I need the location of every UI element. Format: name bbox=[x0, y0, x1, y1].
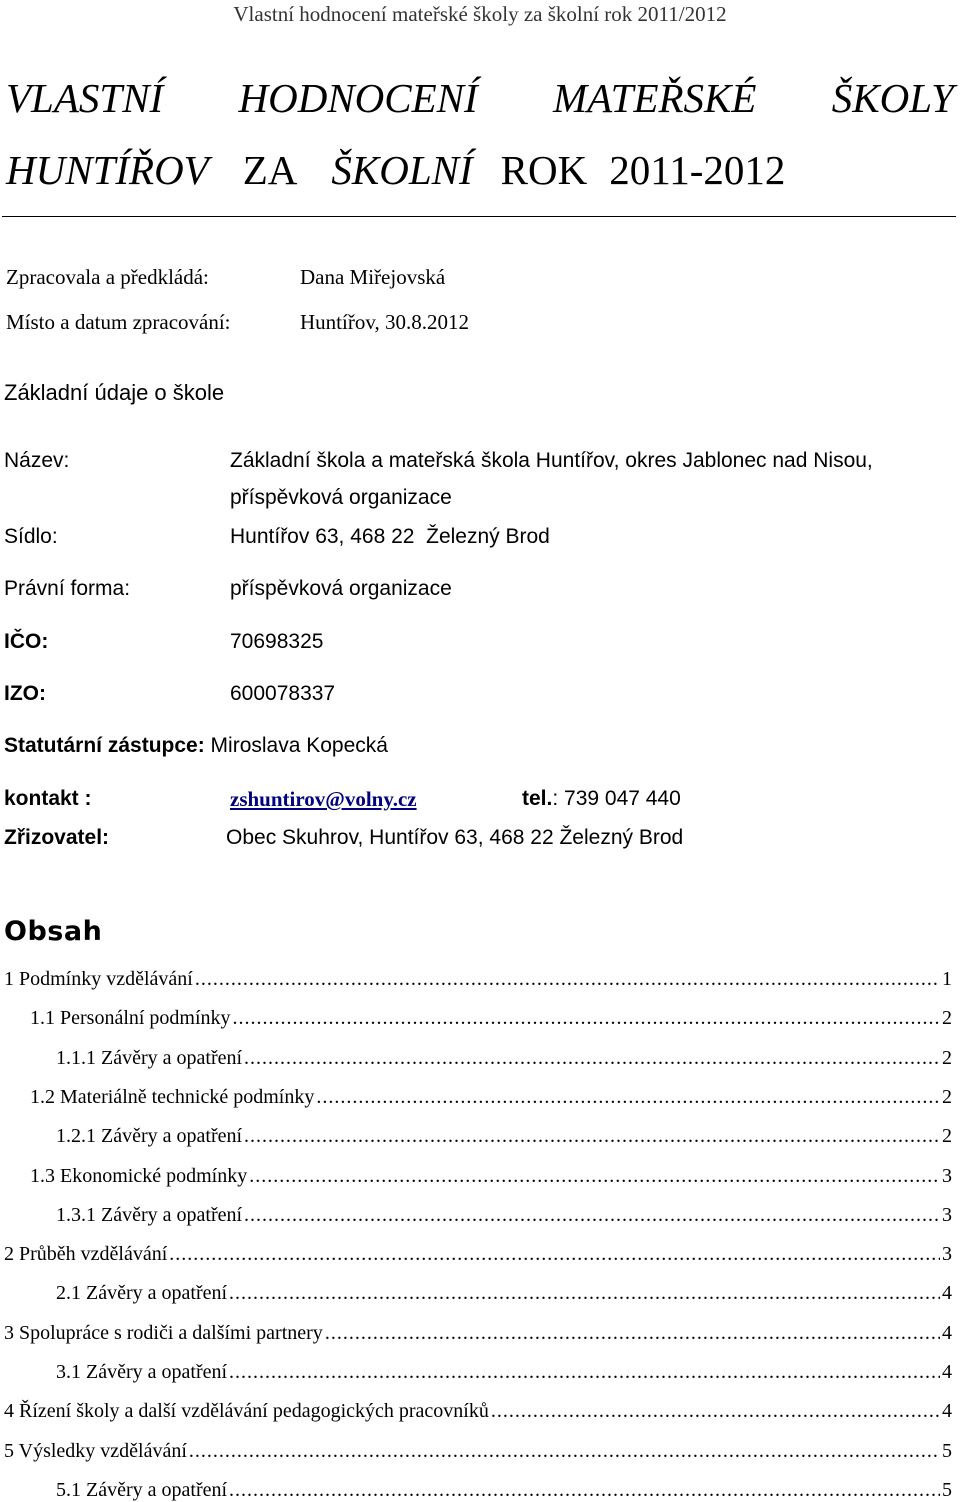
toc-entry-title: 1.2 Materiálně technické podmínky bbox=[30, 1085, 315, 1108]
toc-entry-title: 5 Výsledky vzdělávání bbox=[4, 1439, 187, 1462]
toc-entry-page: 2 bbox=[942, 1085, 952, 1108]
toc-entry[interactable] bbox=[4, 1384, 952, 1423]
toc-entry-page: 2 bbox=[942, 1125, 952, 1148]
toc-entry-page: 4 bbox=[942, 1282, 952, 1305]
toc-leader-dots bbox=[229, 1479, 940, 1502]
izo-label: IZO: bbox=[4, 682, 46, 705]
toc-entry-page: 5 bbox=[942, 1478, 952, 1501]
toc-leader-dots bbox=[316, 1086, 940, 1109]
toc-leader-dots bbox=[229, 1282, 940, 1305]
legal-form-value: příspěvková organizace bbox=[230, 577, 452, 600]
toc-entry[interactable] bbox=[4, 1227, 952, 1266]
title-word: ZA bbox=[242, 147, 298, 193]
toc-entry-page: 1 bbox=[942, 968, 952, 990]
founder-label: Zřizovatel: bbox=[4, 826, 110, 849]
title-word: ŠKOLY bbox=[831, 75, 954, 121]
toc-entry-title: 2 Průběh vzdělávání bbox=[4, 1243, 168, 1266]
toc-entry-title: 1.3.1 Závěry a opatření bbox=[56, 1203, 243, 1226]
name-value: Základní škola a mateřská škola Huntířov, okres Jablonec nad Nisou, bbox=[230, 449, 873, 472]
place-value: Huntířov, 30.8.2012 bbox=[300, 310, 469, 334]
toc-entry-title: 3.1 Závěry a opatření bbox=[56, 1361, 228, 1383]
toc-entry-title: 2.1 Závěry a opatření bbox=[56, 1282, 228, 1305]
title-word: ŠKOLNÍ bbox=[331, 147, 473, 193]
toc-entry-page: 3 bbox=[942, 1243, 952, 1266]
toc-entry-page: 4 bbox=[942, 1361, 952, 1383]
seat-value: Huntířov 63, 468 22 Železný Brod bbox=[230, 525, 550, 548]
toc-entry[interactable] bbox=[4, 952, 952, 991]
title-word: 2011-2012 bbox=[609, 147, 786, 193]
toc-heading: Obsah bbox=[4, 916, 103, 947]
running-header: Vlastní hodnocení mateřské školy za školní rok 2011/2012 bbox=[233, 2, 727, 26]
title-word: HUNTÍŘOV bbox=[6, 147, 209, 193]
toc-entry[interactable] bbox=[56, 1188, 952, 1227]
toc-entry-page: 2 bbox=[942, 1046, 952, 1069]
toc-entry[interactable] bbox=[56, 1345, 952, 1384]
section-heading: Základní údaje o škole bbox=[4, 380, 225, 405]
toc-entry-page: 4 bbox=[942, 1321, 952, 1344]
title-word: HODNOCENÍ bbox=[238, 75, 478, 121]
founder-value: Obec Skuhrov, Huntířov 63, 468 22 Železný Brod bbox=[226, 826, 684, 849]
phone-row bbox=[522, 787, 681, 811]
tel-label: tel. bbox=[522, 787, 553, 810]
toc-leader-dots bbox=[491, 1400, 940, 1423]
name-value-continued: příspěvková organizace bbox=[230, 486, 452, 509]
toc-entry-title: 1 Podmínky vzdělávání bbox=[4, 968, 193, 990]
toc-entry[interactable] bbox=[56, 1266, 952, 1305]
toc-entry-page: 2 bbox=[942, 1007, 952, 1030]
statutory-value: Miroslava Kopecká bbox=[210, 734, 388, 757]
toc-entry-title: 4 Řízení školy a další vzdělávání pedagogických pracovníků bbox=[4, 1400, 489, 1423]
contact-label: kontakt : bbox=[4, 787, 92, 810]
toc-entry[interactable] bbox=[4, 1424, 952, 1463]
statutory-row bbox=[4, 734, 388, 758]
toc-leader-dots bbox=[233, 1007, 940, 1030]
prepared-value: Dana Miřejovská bbox=[300, 265, 446, 289]
toc-leader-dots bbox=[244, 1125, 940, 1148]
email-link[interactable]: zshuntirov@volny.cz bbox=[230, 787, 417, 811]
toc-entry-title: 5.1 Závěry a opatření bbox=[56, 1478, 228, 1501]
ico-value: 70698325 bbox=[230, 630, 324, 653]
toc-entry-title: 1.1.1 Závěry a opatření bbox=[56, 1046, 243, 1069]
title-word: MATEŘSKÉ bbox=[552, 75, 757, 121]
toc-entry-title: 1.1 Personální podmínky bbox=[30, 1007, 231, 1030]
toc-entry-title: 1.2.1 Závěry a opatření bbox=[56, 1125, 243, 1148]
toc-leader-dots bbox=[249, 1165, 940, 1188]
title-word: VLASTNÍ bbox=[6, 75, 164, 121]
legal-form-label: Právní forma: bbox=[4, 577, 131, 600]
toc-entry[interactable] bbox=[56, 1031, 952, 1070]
seat-label: Sídlo: bbox=[4, 525, 58, 548]
ico-label: IČO: bbox=[4, 630, 49, 653]
toc-entry[interactable] bbox=[30, 1070, 952, 1109]
toc-entry-page: 3 bbox=[942, 1203, 952, 1226]
toc-leader-dots bbox=[189, 1440, 940, 1463]
toc-entry-page: 5 bbox=[942, 1439, 952, 1462]
toc-leader-dots bbox=[169, 1243, 940, 1266]
toc-entry-page: 3 bbox=[942, 1164, 952, 1187]
toc-leader-dots bbox=[244, 1204, 940, 1227]
toc-entry[interactable] bbox=[30, 991, 952, 1030]
tel-value: : 739 047 440 bbox=[552, 787, 681, 810]
title-word: ROK bbox=[500, 147, 588, 193]
title-divider bbox=[2, 216, 956, 217]
toc-entry[interactable] bbox=[56, 1463, 952, 1502]
toc-entry[interactable] bbox=[30, 1149, 952, 1188]
statutory-label: Statutární zástupce: bbox=[4, 734, 205, 757]
toc-entry-title: 1.3 Ekonomické podmínky bbox=[30, 1164, 248, 1187]
toc-leader-dots bbox=[244, 1047, 940, 1070]
toc-leader-dots bbox=[195, 968, 940, 991]
place-label: Místo a datum zpracování: bbox=[6, 310, 231, 334]
toc-entry-page: 4 bbox=[942, 1400, 952, 1423]
toc-entry-title: 3 Spolupráce s rodiči a dalšími partnery bbox=[4, 1321, 323, 1344]
title-line-1 bbox=[6, 74, 954, 122]
toc-leader-dots bbox=[229, 1361, 940, 1384]
toc-entry[interactable] bbox=[4, 1306, 952, 1345]
izo-value: 600078337 bbox=[230, 682, 336, 705]
toc-entry[interactable] bbox=[56, 1109, 952, 1148]
title-line-2 bbox=[6, 146, 785, 194]
name-label: Název: bbox=[4, 449, 70, 472]
toc-leader-dots bbox=[325, 1322, 940, 1345]
prepared-label: Zpracovala a předkládá: bbox=[6, 265, 209, 289]
